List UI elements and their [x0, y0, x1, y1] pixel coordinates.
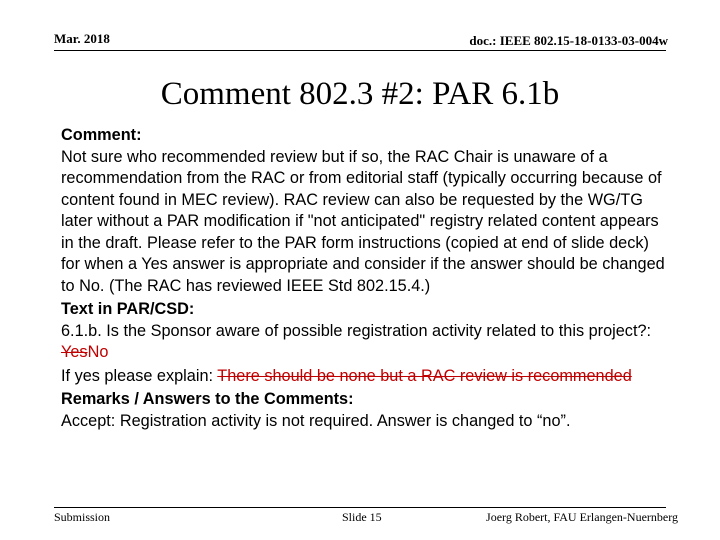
comment-heading: Comment:	[61, 126, 142, 144]
footer-submission: Submission	[54, 510, 111, 524]
explain-label: If yes please explain:	[61, 366, 218, 385]
explain-deleted: There should be none but a RAC review is recommended	[217, 366, 632, 385]
answer-inserted: No	[87, 343, 109, 361]
header-doc-id: doc.: IEEE 802.15-18-0133-03-004w	[469, 33, 668, 48]
comment-text: Not sure who recommended review but if so, the RAC Chair is unaware of a recommendation from the RAC or from editorial staff (typically occurring because of content found in MEC review). RAC review can also be requested by the WG/TG later without a PAR modification if "not anticipated" registry related content appears in the draft. Please refer to the PAR form instructions (copied at end of slide deck) for when a Yes answer is appropriate and consider if the answer should be changed to No. (The RAC has reviewed IEEE Std 802.15.4.)	[61, 147, 665, 295]
slide-body	[61, 125, 667, 434]
footer-slide-number: Slide 15	[342, 510, 382, 524]
footer-divider	[54, 507, 666, 508]
answer-deleted: Yes	[61, 343, 88, 361]
par-heading: Text in PAR/CSD:	[61, 300, 195, 318]
header-divider	[54, 50, 666, 51]
header-date: Mar. 2018	[54, 31, 110, 46]
question-text: 6.1.b. Is the Sponsor aware of possible registration activity related to this project?:	[61, 321, 652, 340]
remarks-heading: Remarks / Answers to the Comments:	[61, 390, 354, 408]
footer-author: Joerg Robert, FAU Erlangen-Nuernberg	[486, 510, 678, 524]
slide-title: Comment 802.3 #2: PAR 6.1b	[160, 76, 560, 112]
remarks-text: Accept: Registration activity is not required. Answer is changed to “no”.	[61, 411, 571, 430]
